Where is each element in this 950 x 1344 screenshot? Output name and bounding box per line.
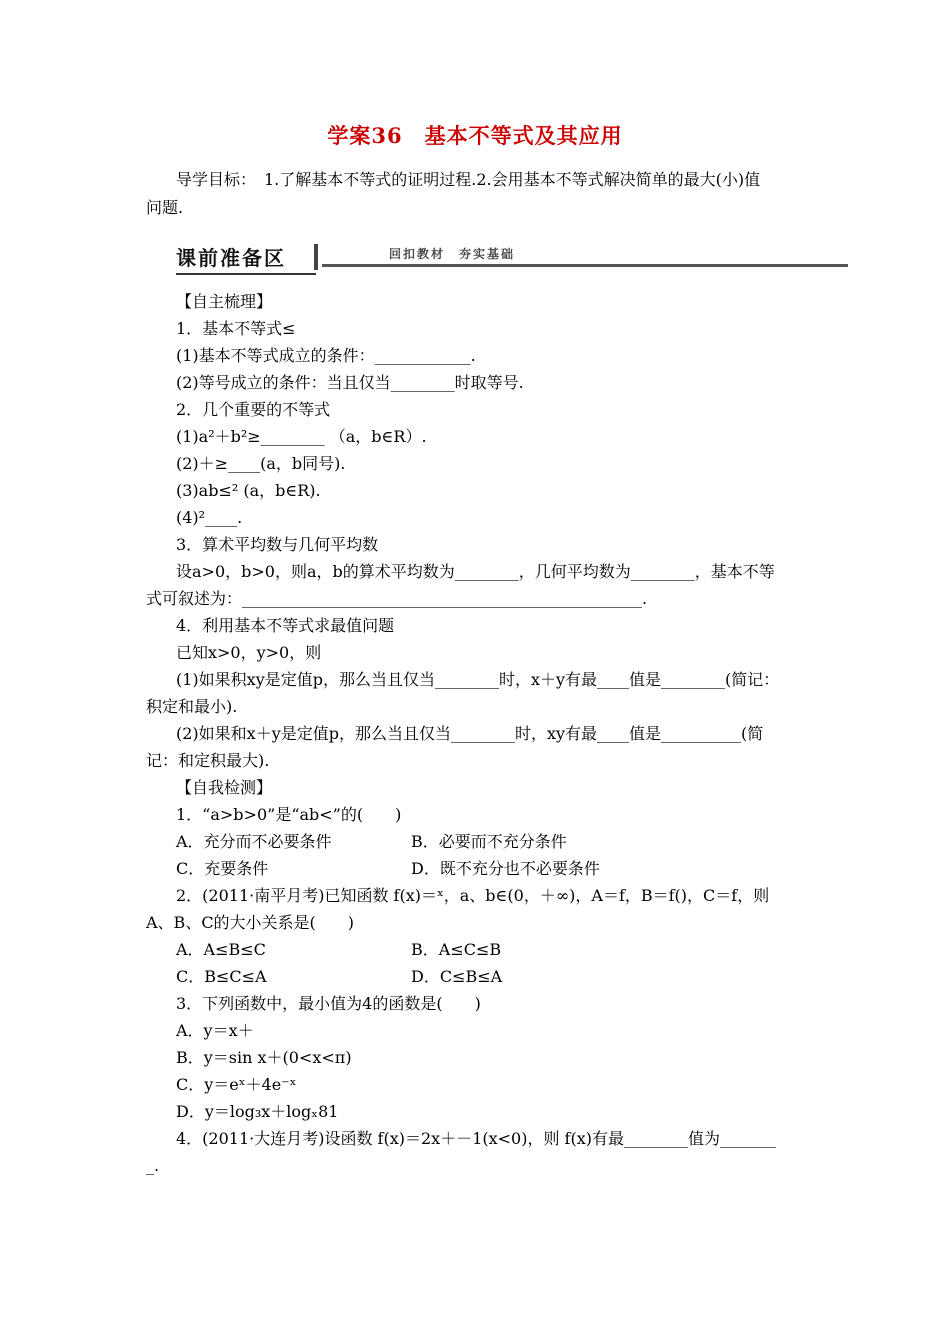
- text-line-l26: [146, 963, 818, 990]
- banner-separator: [314, 244, 318, 270]
- line-text: 4．利用基本不等式求最值问题: [176, 616, 395, 635]
- text-line-l27: [146, 990, 818, 1017]
- text-line-l03: [146, 342, 818, 369]
- line-text: B．y＝sin x＋(0<x<π): [176, 1048, 352, 1067]
- line-text: 3．算术平均数与几何平均数: [176, 535, 379, 554]
- text-line-l04: [146, 369, 818, 396]
- text-line-l21: [146, 828, 818, 855]
- line-text: 1．“a>b>0”是“ab<”的( ): [176, 805, 402, 824]
- text-line-l19: [146, 774, 818, 801]
- page-title: 学案36 基本不等式及其应用: [327, 123, 623, 148]
- text-line-l32: [146, 1125, 818, 1152]
- line-text: 2．几个重要的不等式: [176, 400, 331, 419]
- line-text: 积定和最小).: [146, 697, 238, 716]
- banner-underline: [176, 273, 316, 275]
- option-right: D．C≤B≤A: [411, 967, 503, 986]
- line-text: 2．(2011·南平月考)已知函数 f(x)＝ˣ，a、b∈(0，＋∞)，A＝f，B＝f()，C＝f，则: [176, 886, 770, 905]
- text-line-l30: [146, 1071, 818, 1098]
- text-line-l33: [146, 1152, 818, 1179]
- line-text: 式可叙述为：__________________________________________________.: [146, 589, 648, 608]
- text-line-l28: [146, 1017, 818, 1044]
- text-line-l10: [146, 531, 818, 558]
- line-text: 【自我检测】: [176, 778, 273, 797]
- line-text: (3)ab≤² (a，b∈R).: [176, 481, 321, 500]
- line-text: D．y＝log₃x＋logₓ81: [176, 1102, 339, 1121]
- text-line-l23: [146, 882, 818, 909]
- line-text: 3．下列函数中，最小值为4的函数是( ): [176, 994, 481, 1013]
- text-line-l14: [146, 639, 818, 666]
- line-text: A、B、C的大小关系是( ): [146, 913, 355, 932]
- line-text: C．B≤C≤A: [176, 967, 267, 986]
- line-text: (4)²____.: [176, 508, 243, 527]
- line-text: C．充要条件: [176, 859, 269, 878]
- line-text: 设a>0，b>0，则a，b的算术平均数为________，几何平均数为________，基本不等: [176, 562, 775, 581]
- text-line-l13: [146, 612, 818, 639]
- line-text: A．y＝x＋: [176, 1021, 254, 1040]
- option-right: B．必要而不充分条件: [411, 832, 567, 851]
- line-text: (2)如果和x＋y是定值p，那么当且仅当________时，xy有最____值是__________(简: [176, 724, 764, 743]
- text-line-l08: [146, 477, 818, 504]
- text-line-l01: [146, 288, 818, 315]
- line-text: A．充分而不必要条件: [176, 832, 332, 851]
- text-line-l15: [146, 666, 818, 693]
- text-line-l24: [146, 909, 818, 936]
- line-text: A．A≤B≤C: [176, 940, 266, 959]
- text-line-l16: [146, 693, 818, 720]
- text-line-l29: [146, 1044, 818, 1071]
- objectives-line-2: 问题.: [146, 198, 184, 217]
- line-text: C．y＝eˣ＋4e⁻ˣ: [176, 1075, 297, 1094]
- section-subtitle: 回扣教材 夯实基础: [389, 247, 516, 261]
- text-line-l22: [146, 855, 818, 882]
- learning-objectives: [146, 166, 818, 222]
- text-line-l09: [146, 504, 818, 531]
- line-text: (1)如果积xy是定值p，那么当且仅当________时，x＋y有最____值是________(简记：: [176, 670, 780, 689]
- text-line-l02: [146, 315, 818, 342]
- text-line-l07: [146, 450, 818, 477]
- text-line-l25: [146, 936, 818, 963]
- option-right: D．既不充分也不必要条件: [411, 859, 600, 878]
- section-label: 课前准备区: [176, 246, 286, 270]
- text-line-l05: [146, 396, 818, 423]
- text-line-l20: [146, 801, 818, 828]
- objectives-line-1: 导学目标： 1.了解基本不等式的证明过程.2.会用基本不等式解决简单的最大(小)值: [176, 170, 761, 189]
- text-line-l12: [146, 585, 818, 612]
- line-text: 4．(2011·大连月考)设函数 f(x)＝2x＋－1(x<0)，则 f(x)有最________值为_______: [176, 1129, 776, 1148]
- line-text: (1)a²＋b²≥________ （a，b∈R）.: [176, 427, 427, 446]
- line-text: _.: [146, 1156, 160, 1175]
- line-text: 已知x>0，y>0，则: [176, 643, 322, 662]
- content-body: [146, 288, 818, 1179]
- text-line-l31: [146, 1098, 818, 1125]
- text-line-l06: [146, 423, 818, 450]
- line-text: (1)基本不等式成立的条件：____________.: [176, 346, 476, 365]
- line-text: (2)等号成立的条件：当且仅当________时取等号.: [176, 373, 524, 392]
- option-right: B．A≤C≤B: [411, 940, 502, 959]
- line-text: 记：和定积最大).: [146, 751, 270, 770]
- text-line-l11: [146, 558, 818, 585]
- text-line-l18: [146, 747, 818, 774]
- line-text: 【自主梳理】: [176, 292, 273, 311]
- section-banner: [176, 240, 848, 276]
- text-line-l17: [146, 720, 818, 747]
- line-text: (2)＋≥____(a，b同号).: [176, 454, 346, 473]
- banner-rule: [322, 264, 848, 267]
- line-text: 1．基本不等式≤: [176, 319, 296, 338]
